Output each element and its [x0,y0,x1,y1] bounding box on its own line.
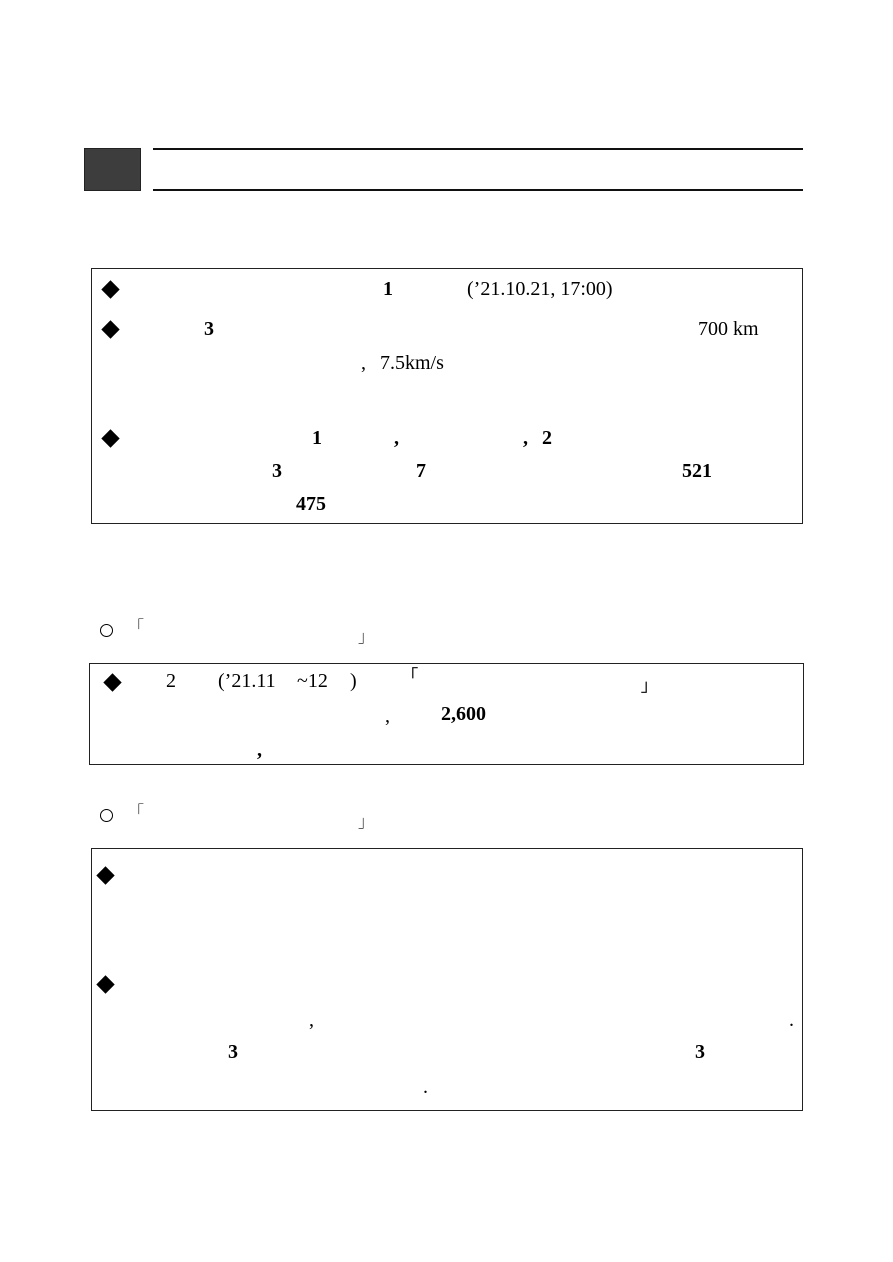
number-three: 3 [228,1041,238,1063]
stage-one-number: 1 [312,427,322,449]
close-bracket: 」 [358,814,375,831]
stage-two-number: 2 [542,427,552,449]
open-bracket: 「 [128,804,145,821]
period: . [789,1009,794,1031]
open-bracket: 「 [128,619,145,636]
stage-count: 3 [204,318,214,340]
period-start: (’21.11 [218,670,276,692]
circle-bullet-icon [100,809,113,822]
value-521: 521 [682,460,712,482]
comma: , [309,1009,314,1031]
paren-close: ) [350,670,357,692]
comma: , [523,427,528,449]
target-altitude: 700 km [698,318,759,340]
launch-count: 1 [383,278,393,300]
launch-date: (’21.10.21, 17:00) [467,278,613,300]
period-end: ~12 [297,670,328,692]
header-top-rule [153,148,803,150]
section-number-box [84,148,141,191]
close-bracket: 」 [358,629,375,646]
summary-box [91,268,803,524]
header-bottom-rule [153,189,803,191]
comma: , [257,739,262,761]
circle-bullet-icon [100,624,113,637]
stage-three-number: 3 [272,460,282,482]
launch-number: 2 [166,670,176,692]
comma: , [394,427,399,449]
value-475: 475 [296,493,326,515]
period: . [423,1076,428,1098]
detail-box [91,848,803,1111]
number-three: 3 [695,1041,705,1063]
comma: , [385,705,390,727]
close-bracket: 」 [641,678,658,695]
number-seven: 7 [416,460,426,482]
open-bracket: 「 [402,668,419,685]
speed-separator: , [361,352,366,374]
budget-amount: 2,600 [441,703,486,725]
target-speed: 7.5km/s [380,352,444,374]
